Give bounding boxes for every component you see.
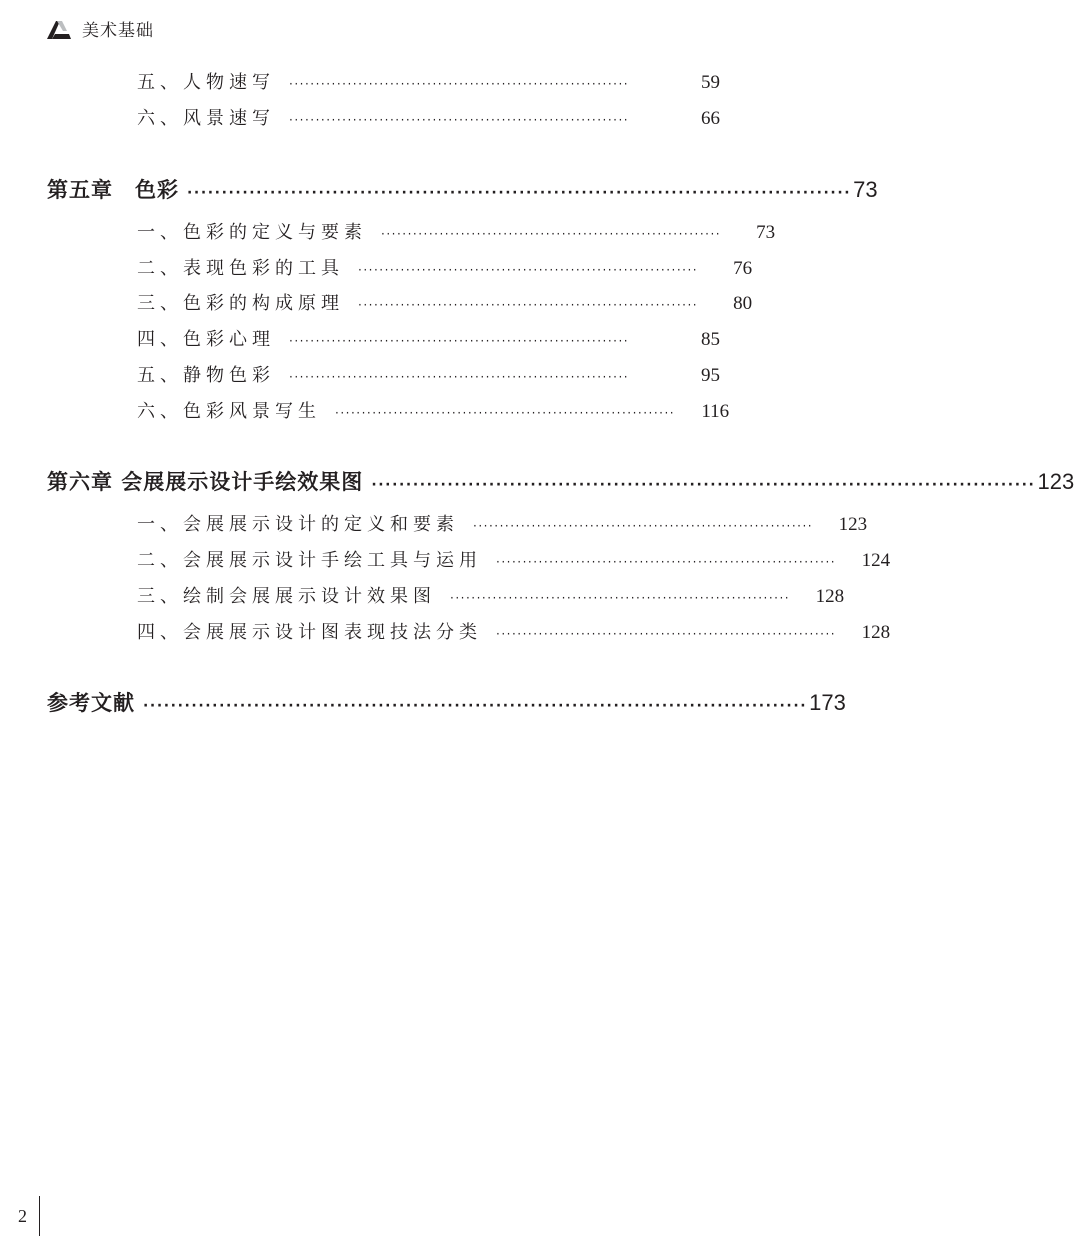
dot-leader: ································································: [289, 77, 630, 91]
toc-entry-label: 三、绘制会展展示设计效果图: [137, 586, 436, 607]
dot-leader: ································································································: [187, 185, 852, 201]
dot-leader: ································································: [358, 298, 699, 312]
chapter-page: 73: [853, 177, 878, 202]
triangle-logo-icon: [46, 18, 72, 40]
toc-entry-label: 三、色彩的构成原理: [137, 293, 344, 314]
toc-entry-page: 85: [701, 329, 720, 350]
page-footer: [18, 1196, 40, 1236]
toc-entry-label: 四、会展展示设计图表现技法分类: [137, 622, 482, 643]
book-title: 美术基础: [82, 21, 154, 41]
toc-entry-label: 六、风景速写: [137, 108, 275, 129]
dot-leader: ································································: [496, 555, 837, 569]
dot-leader: ································································: [496, 627, 837, 641]
toc-entry[interactable]: [137, 397, 730, 423]
toc-entry-label: 二、表现色彩的工具: [137, 258, 344, 279]
chapter-title: 第六章 会展展示设计手绘效果图: [47, 470, 364, 494]
dot-leader: ································································: [289, 113, 630, 127]
chapter-title: 参考文献: [47, 691, 135, 715]
dot-leader: ································································: [450, 591, 791, 605]
toc-entry-page: 95: [701, 365, 720, 386]
dot-leader: ································································································: [371, 477, 1036, 493]
running-header: [46, 16, 154, 41]
dot-leader: ································································: [473, 519, 814, 533]
toc-entry[interactable]: [137, 68, 720, 94]
toc-entry-page: 80: [733, 293, 753, 314]
toc-entry-label: 一、色彩的定义与要素: [137, 222, 367, 243]
toc-entry[interactable]: [137, 289, 753, 315]
toc-entry-label: 四、色彩心理: [137, 329, 275, 350]
dot-leader: ································································: [358, 263, 699, 277]
dot-leader: ································································: [335, 406, 676, 420]
toc-entry-label: 五、人物速写: [137, 72, 275, 93]
toc-entry-label: 五、静物色彩: [137, 365, 275, 386]
toc-entry[interactable]: [137, 104, 720, 130]
toc-entry[interactable]: [137, 218, 776, 244]
toc-entry[interactable]: [137, 546, 891, 572]
chapter-title: 第五章 色彩: [47, 178, 179, 202]
toc-entry[interactable]: [137, 361, 720, 387]
toc-entry-label: 六、色彩风景写生: [137, 401, 321, 422]
dot-leader: ································································································: [143, 698, 808, 714]
toc-chapter-6[interactable]: [47, 466, 1074, 496]
toc-entry-page: 124: [861, 550, 891, 571]
page-number: 2: [18, 1205, 27, 1226]
toc-entry-page: 128: [815, 586, 845, 607]
toc-entry[interactable]: [137, 510, 868, 536]
toc-entry[interactable]: [137, 582, 845, 608]
dot-leader: ································································: [289, 370, 630, 384]
dot-leader: ································································: [381, 227, 722, 241]
toc-entry-page: 73: [756, 222, 776, 243]
toc-entry-page: 76: [733, 258, 753, 279]
toc-entry-label: 二、会展展示设计手绘工具与运用: [137, 550, 482, 571]
toc-chapter-5[interactable]: [47, 174, 878, 204]
toc-entry-label: 一、会展展示设计的定义和要素: [137, 514, 459, 535]
toc-references[interactable]: [47, 687, 846, 717]
toc-entry[interactable]: [137, 254, 753, 280]
toc-entry[interactable]: [137, 325, 720, 351]
toc-entry-page: 116: [701, 401, 730, 422]
chapter-page: 173: [809, 690, 846, 715]
toc-entry-page: 123: [838, 514, 868, 535]
toc-entry-page: 128: [861, 622, 891, 643]
chapter-page: 123: [1037, 469, 1074, 494]
toc-entry-page: 59: [701, 72, 720, 93]
footer-rule: [39, 1196, 40, 1236]
toc-entry-page: 66: [701, 108, 720, 129]
dot-leader: ································································: [289, 334, 630, 348]
toc-entry[interactable]: [137, 618, 891, 644]
